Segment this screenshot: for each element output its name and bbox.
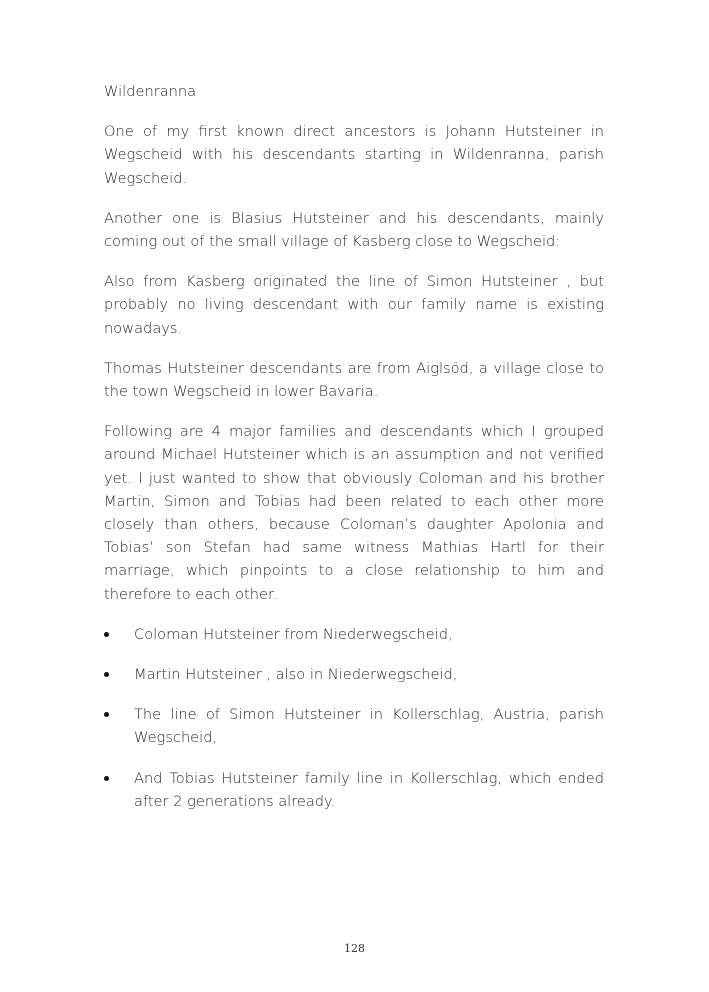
bullet-icon — [104, 672, 109, 677]
list-item — [104, 663, 604, 686]
paragraph-johann: One of my first known direct ancestors is Johann Hutsteiner in Wegscheid with his descendants starting in Wildenranna, parish Wegscheid. — [104, 123, 604, 187]
bullet-icon — [104, 712, 109, 717]
page-body — [104, 80, 604, 830]
paragraph-simon: Also from Kasberg originated the line of Simon Hutsteiner , but probably no living descendant with our family name is existing nowadays. — [104, 273, 604, 337]
section-heading: Wildenranna — [104, 83, 197, 100]
list-item-text: The line of Simon Hutsteiner in Kollerschlag, Austria, parish Wegscheid, — [134, 706, 604, 747]
list-item — [104, 703, 604, 749]
paragraph-families: Following are 4 major families and descendants which I grouped around Michael Hutsteiner which is an assumption and not verified yet. I just wanted to show that obviously Coloman and his brother Martin, Simon and Tobias had been related to each other more closely than others, because Coloman’s daughter Apolonia and Tobias’ son Stefan had same witness Mathias Hartl for their marriage, which pinpoints to a close relationship to him and therefore to each other. — [104, 423, 604, 603]
family-list — [104, 623, 604, 813]
bullet-icon — [104, 776, 109, 781]
bullet-icon — [104, 632, 109, 637]
page-number: 128 — [344, 942, 365, 955]
list-item-text: Coloman Hutsteiner from Niederwegscheid, — [134, 625, 453, 643]
paragraph-blasius: Another one is Blasius Hutsteiner and his descendants, mainly coming out of the small village of Kasberg close to Wegscheid: — [104, 209, 604, 251]
list-item — [104, 623, 604, 646]
list-item — [104, 767, 604, 813]
paragraph-thomas: Thomas Hutsteiner descendants are from Aiglsöd, a village close to the town Wegscheid in lower Bavaria. — [104, 359, 604, 401]
list-item-text: And Tobias Hutsteiner family line in Kollerschlag, which ended after 2 generations already. — [134, 769, 604, 810]
list-item-text: Martin Hutsteiner , also in Niederwegscheid, — [134, 666, 458, 684]
